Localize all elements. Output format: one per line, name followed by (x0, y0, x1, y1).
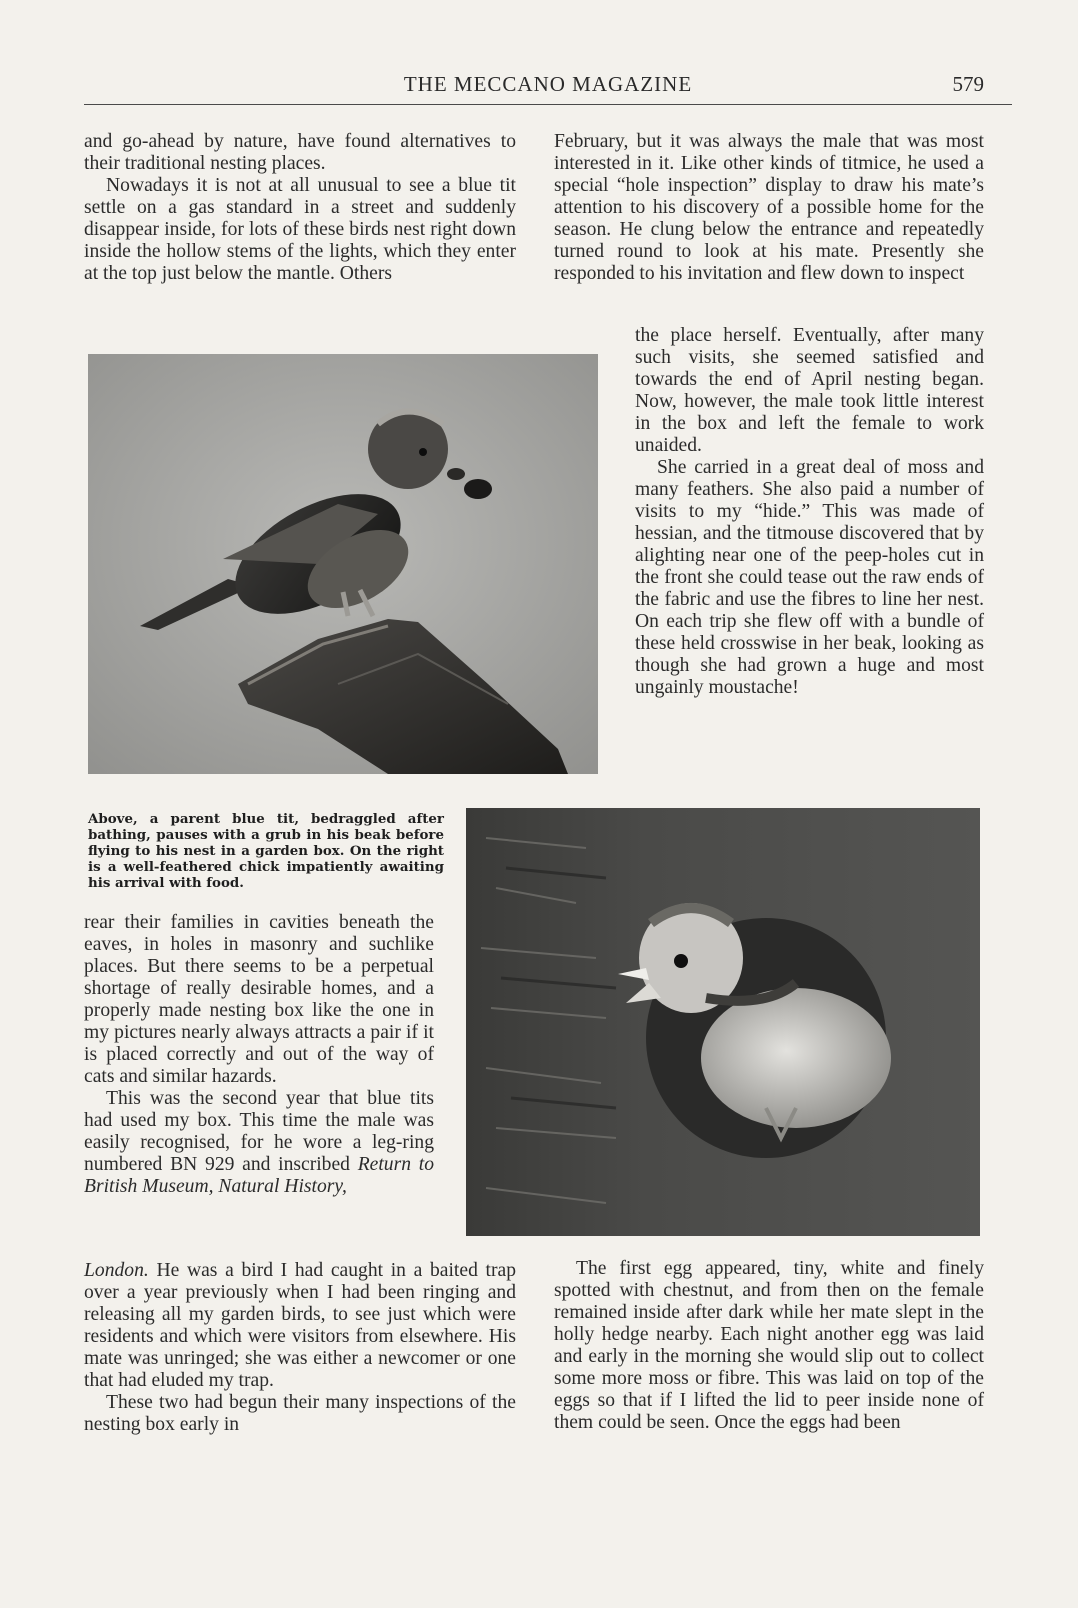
paragraph: February, but it was always the male that was most interested in it. Like other kinds of titmice, he used a special “hole inspection” display to draw his mate’s attention to his discovery of a possible home for the season. He clung below the entrance and repeatedly turned round to look at his mate. Presently she responded to his invitation and flew down to inspect (554, 131, 984, 284)
blue-tit-chick-photo (466, 808, 980, 1236)
paragraph: Nowadays it is not at all unusual to see a blue tit settle on a gas standard in a street and suddenly disappear inside, for lots of these birds nest right down inside the hollow stems of the lights, which they enter at the top just below the mantle. Others (84, 175, 516, 284)
parent-blue-tit-photo (88, 354, 598, 774)
paragraph: the place herself. Eventually, after many such visits, she seemed satisfied and towards the end of April nesting began. Now, however, the male took little interest in the box and left the female to work unaided. (635, 325, 984, 456)
italic-text: Return to British Museum, Natural History, (84, 1154, 434, 1197)
paragraph-text: This was the second year that blue tits had used my box. This time the male was easily recognised, for he wore a leg-ring numbered BN 929 and inscribed (84, 1088, 434, 1175)
right-column-middle (635, 325, 984, 699)
right-column-top (554, 131, 984, 285)
paragraph-text: He was a bird I had caught in a baited trap over a year previously when I had been ringing and releasing all my garden birds, to see just which were residents and which were visitors from elsewhere. His mate was unringed; she was either a newcomer or one that had eluded my trap. (84, 1260, 516, 1391)
left-column-middle (84, 912, 434, 1198)
paragraph (84, 1260, 516, 1392)
paragraph: These two had begun their many inspections of the nesting box early in (84, 1392, 516, 1435)
paragraph: rear their families in cavities beneath the eaves, in holes in masonry and suchlike places. But there seems to be a perpetual shortage of really desirable homes, and a properly made nesting box like the one in my pictures nearly always attracts a pair if it is placed correctly and out of the way of cats and similar hazards. (84, 912, 434, 1087)
paragraph: The first egg appeared, tiny, white and finely spotted with chestnut, and from then on the female remained inside after dark while her mate slept in the holly hedge nearby. Each night another egg was laid and early in the morning she would slip out to collect some more moss or fibre. This was laid on top of the eggs so that if I lifted the lid to peer inside none of them could be seen. Once the eggs had been (554, 1258, 984, 1433)
page-number: 579 (952, 72, 984, 96)
photo-caption: Above, a parent blue tit, bedraggled after bathing, pauses with a grub in his beak before flying to his nest in a garden box. On the right is a well-feathered chick impatiently awaiting his arrival with food. (88, 811, 444, 891)
left-column-bottom (84, 1260, 516, 1436)
paragraph: and go-ahead by nature, have found alternatives to their traditional nesting places. (84, 131, 516, 174)
paragraph (84, 1088, 434, 1198)
blue-tit-with-grub-photo-icon (88, 354, 598, 774)
italic-text: London. (84, 1260, 149, 1281)
magazine-title: THE MECCANO MAGAZINE (403, 72, 693, 96)
page-header (84, 72, 1012, 105)
left-column-top (84, 131, 516, 285)
paragraph: She carried in a great deal of moss and many feathers. She also paid a number of visits to my “hide.” This was made of hessian, and the titmouse discovered that by alighting near one of the peep-holes cut in the front she could tease out the raw ends of the fabric and use the fibres to line her nest. On each trip she flew off with a bundle of these held crosswise in her beak, looking as though she had grown a huge and most ungainly moustache! (635, 457, 984, 698)
blue-tit-chick-photo-icon (466, 808, 980, 1236)
right-column-bottom (554, 1258, 984, 1434)
